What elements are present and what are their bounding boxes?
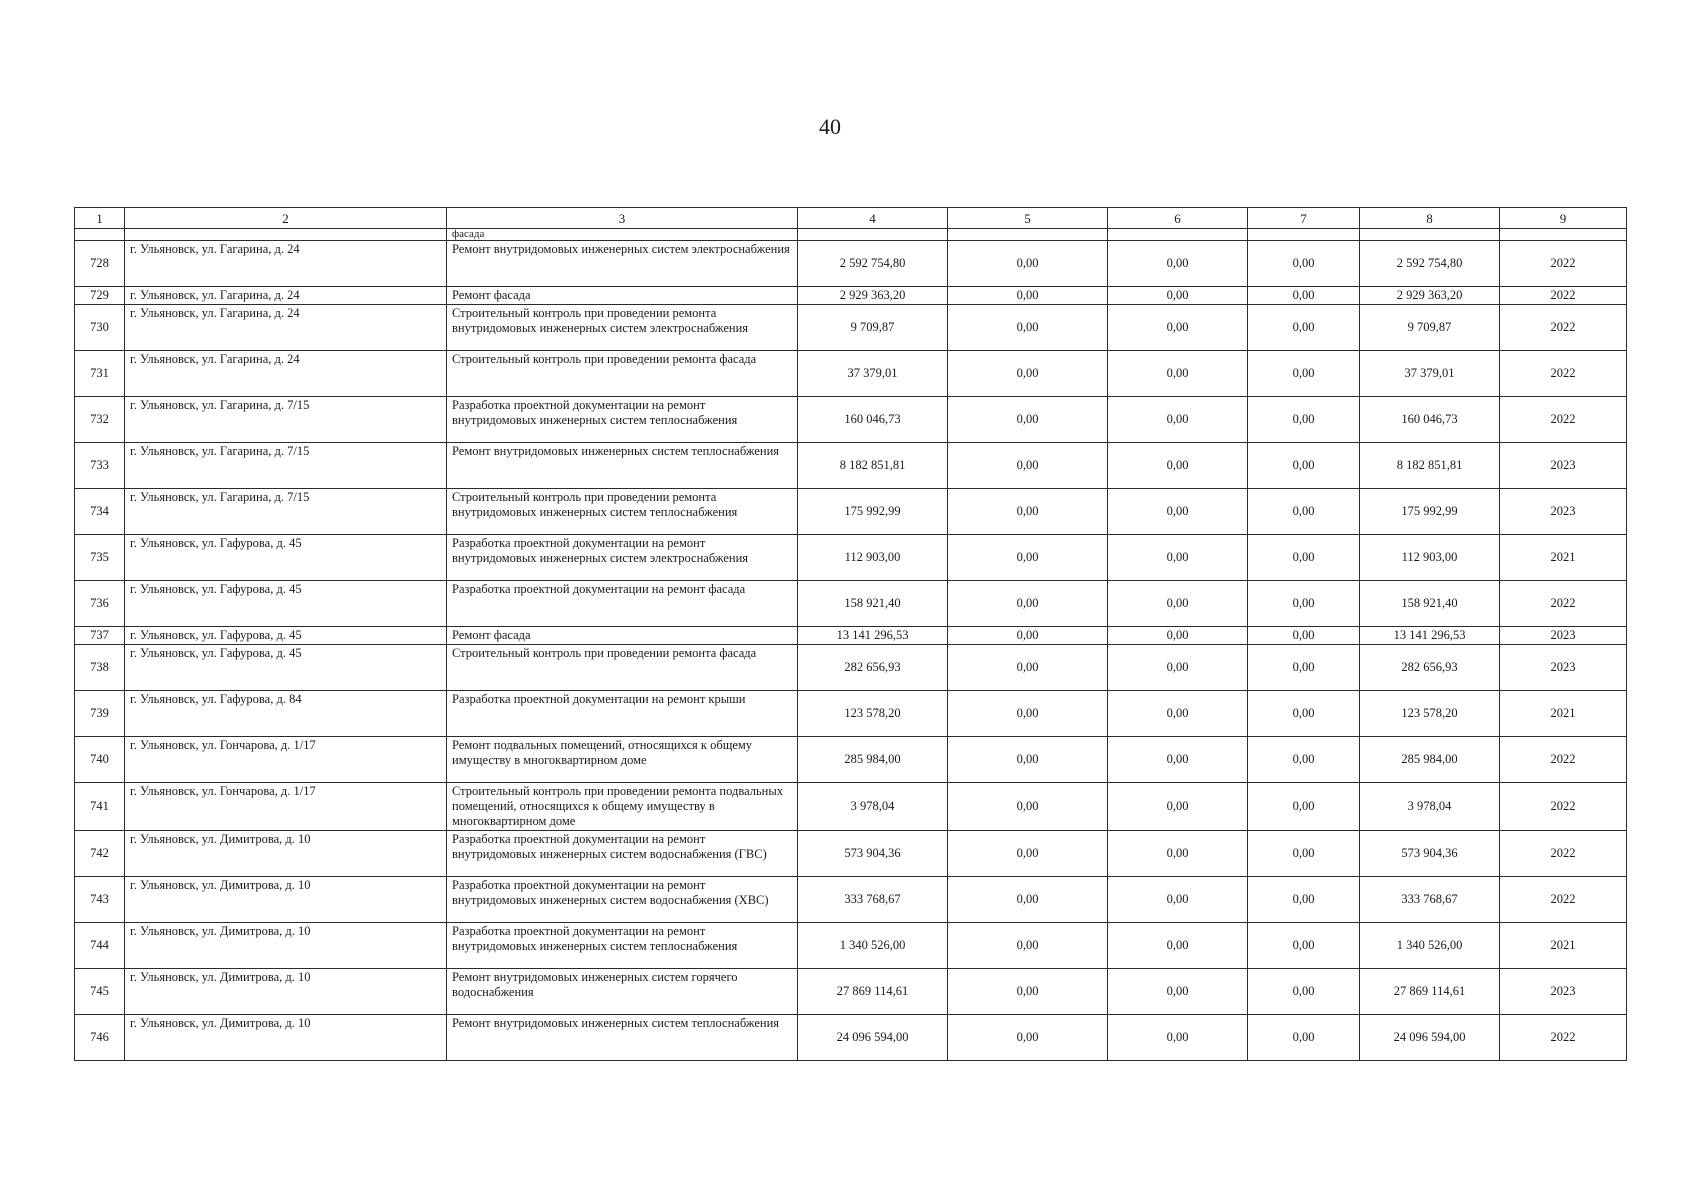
fund-col7-cell: 0,00 (1248, 877, 1360, 923)
fund-col8-cell: 112 903,00 (1360, 535, 1500, 581)
row-number: 738 (75, 645, 125, 691)
total-cost-cell: 123 578,20 (798, 691, 948, 737)
fund-col6-cell: 0,00 (1108, 443, 1248, 489)
year-cell: 2022 (1500, 241, 1627, 287)
year-cell: 2022 (1500, 831, 1627, 877)
program-table-sheet (74, 207, 1626, 1061)
fund-col8-cell: 573 904,36 (1360, 831, 1500, 877)
continuation-row (75, 229, 1627, 241)
fund-col8-cell: 333 768,67 (1360, 877, 1500, 923)
fund-col8-cell: 37 379,01 (1360, 351, 1500, 397)
row-number: 729 (75, 287, 125, 305)
fund-col5-cell: 0,00 (948, 241, 1108, 287)
address-cell: г. Ульяновск, ул. Гончарова, д. 1/17 (125, 783, 447, 831)
work-type-cell: Ремонт фасада (447, 287, 798, 305)
column-header-8: 8 (1360, 208, 1500, 229)
row-number: 745 (75, 969, 125, 1015)
fund-col8-cell: 13 141 296,53 (1360, 627, 1500, 645)
fund-col6-cell: 0,00 (1108, 645, 1248, 691)
fund-col7-cell: 0,00 (1248, 241, 1360, 287)
fund-col8-cell: 285 984,00 (1360, 737, 1500, 783)
column-header-4: 4 (798, 208, 948, 229)
work-type-cell: Ремонт внутридомовых инженерных систем электроснабжения (447, 241, 798, 287)
fund-col6-cell: 0,00 (1108, 351, 1248, 397)
column-header-5: 5 (948, 208, 1108, 229)
fund-col8-cell: 24 096 594,00 (1360, 1015, 1500, 1061)
work-type-cell: Строительный контроль при проведении ремонта фасада (447, 645, 798, 691)
fund-col7-cell: 0,00 (1248, 969, 1360, 1015)
row-number: 744 (75, 923, 125, 969)
fund-col7-cell: 0,00 (1248, 351, 1360, 397)
work-type-cell: Ремонт фасада (447, 627, 798, 645)
column-header-3: 3 (447, 208, 798, 229)
address-cell: г. Ульяновск, ул. Гагарина, д. 7/15 (125, 443, 447, 489)
table-row (75, 923, 1627, 969)
year-cell: 2022 (1500, 305, 1627, 351)
fund-col8-cell: 158 921,40 (1360, 581, 1500, 627)
table-row (75, 783, 1627, 831)
total-cost-cell: 285 984,00 (798, 737, 948, 783)
fund-col6-cell: 0,00 (1108, 923, 1248, 969)
work-type-cell: Строительный контроль при проведении ремонта фасада (447, 351, 798, 397)
address-cell: г. Ульяновск, ул. Гафурова, д. 84 (125, 691, 447, 737)
fund-col5-cell: 0,00 (948, 581, 1108, 627)
total-cost-cell: 3 978,04 (798, 783, 948, 831)
table-row (75, 645, 1627, 691)
fund-col5-cell: 0,00 (948, 1015, 1108, 1061)
fund-col6-cell: 0,00 (1108, 1015, 1248, 1061)
total-cost-cell: 8 182 851,81 (798, 443, 948, 489)
address-cell: г. Ульяновск, ул. Гагарина, д. 24 (125, 351, 447, 397)
fund-col8-cell: 9 709,87 (1360, 305, 1500, 351)
work-type-cell: Строительный контроль при проведении ремонта внутридомовых инженерных систем теплоснабжения (447, 489, 798, 535)
page-number: 40 (819, 114, 841, 139)
fund-col8-cell: 8 182 851,81 (1360, 443, 1500, 489)
address-cell: г. Ульяновск, ул. Гагарина, д. 7/15 (125, 489, 447, 535)
year-cell: 2022 (1500, 581, 1627, 627)
fund-col7-cell: 0,00 (1248, 305, 1360, 351)
fund-col8-cell: 27 869 114,61 (1360, 969, 1500, 1015)
column-header-9: 9 (1500, 208, 1627, 229)
total-cost-cell: 282 656,93 (798, 645, 948, 691)
table-row (75, 627, 1627, 645)
fund-col7-cell: 0,00 (1248, 691, 1360, 737)
address-cell: г. Ульяновск, ул. Димитрова, д. 10 (125, 969, 447, 1015)
row-number: 732 (75, 397, 125, 443)
column-header-6: 6 (1108, 208, 1248, 229)
year-cell: 2023 (1500, 443, 1627, 489)
year-cell: 2022 (1500, 287, 1627, 305)
table-row (75, 691, 1627, 737)
total-cost-cell: 160 046,73 (798, 397, 948, 443)
fund-col6-cell: 0,00 (1108, 489, 1248, 535)
total-cost-cell: 333 768,67 (798, 877, 948, 923)
year-cell: 2022 (1500, 1015, 1627, 1061)
fund-col7-cell: 0,00 (1248, 1015, 1360, 1061)
year-cell: 2023 (1500, 489, 1627, 535)
work-type-cell: Ремонт внутридомовых инженерных систем теплоснабжения (447, 1015, 798, 1061)
year-cell: 2021 (1500, 691, 1627, 737)
address-cell: г. Ульяновск, ул. Димитрова, д. 10 (125, 877, 447, 923)
fund-col8-cell: 160 046,73 (1360, 397, 1500, 443)
fund-col5-cell: 0,00 (948, 783, 1108, 831)
fund-col5-cell: 0,00 (948, 737, 1108, 783)
fund-col6-cell: 0,00 (1108, 831, 1248, 877)
fund-col5-cell: 0,00 (948, 627, 1108, 645)
work-type-cell: Строительный контроль при проведении ремонта внутридомовых инженерных систем электроснабжения (447, 305, 798, 351)
table-row (75, 581, 1627, 627)
address-cell: г. Ульяновск, ул. Гагарина, д. 7/15 (125, 397, 447, 443)
fund-col7-cell: 0,00 (1248, 581, 1360, 627)
row-number: 739 (75, 691, 125, 737)
fund-col8-cell: 3 978,04 (1360, 783, 1500, 831)
total-cost-cell: 158 921,40 (798, 581, 948, 627)
fund-col7-cell: 0,00 (1248, 737, 1360, 783)
fund-col5-cell: 0,00 (948, 691, 1108, 737)
row-number: 731 (75, 351, 125, 397)
total-cost-cell: 13 141 296,53 (798, 627, 948, 645)
fund-col7-cell: 0,00 (1248, 645, 1360, 691)
fund-col7-cell: 0,00 (1248, 489, 1360, 535)
fund-col7-cell: 0,00 (1248, 783, 1360, 831)
row-number: 741 (75, 783, 125, 831)
fund-col6-cell: 0,00 (1108, 397, 1248, 443)
year-cell: 2023 (1500, 645, 1627, 691)
fund-col7-cell: 0,00 (1248, 443, 1360, 489)
fund-col8-cell: 123 578,20 (1360, 691, 1500, 737)
fund-col6-cell: 0,00 (1108, 535, 1248, 581)
fund-col6-cell: 0,00 (1108, 241, 1248, 287)
table-row (75, 489, 1627, 535)
year-cell: 2022 (1500, 351, 1627, 397)
work-type-cell: Разработка проектной документации на ремонт фасада (447, 581, 798, 627)
fund-col6-cell: 0,00 (1108, 969, 1248, 1015)
fund-col8-cell: 282 656,93 (1360, 645, 1500, 691)
table-row (75, 969, 1627, 1015)
header-row (75, 208, 1627, 229)
total-cost-cell: 9 709,87 (798, 305, 948, 351)
row-number: 743 (75, 877, 125, 923)
address-cell: г. Ульяновск, ул. Гафурова, д. 45 (125, 535, 447, 581)
fund-col6-cell: 0,00 (1108, 877, 1248, 923)
table-row (75, 535, 1627, 581)
table-row (75, 443, 1627, 489)
fund-col5-cell: 0,00 (948, 397, 1108, 443)
total-cost-cell: 2 929 363,20 (798, 287, 948, 305)
fund-col8-cell: 2 592 754,80 (1360, 241, 1500, 287)
program-table (74, 207, 1627, 1061)
fund-col5-cell: 0,00 (948, 535, 1108, 581)
table-row (75, 877, 1627, 923)
work-type-cell: Строительный контроль при проведении ремонта подвальных помещений, относящихся к общему имуществу в многоквартирном доме (447, 783, 798, 831)
fund-col5-cell: 0,00 (948, 969, 1108, 1015)
year-cell: 2022 (1500, 397, 1627, 443)
fund-col5-cell: 0,00 (948, 443, 1108, 489)
work-type-cell: Разработка проектной документации на ремонт внутридомовых инженерных систем теплоснабжения (447, 397, 798, 443)
address-cell: г. Ульяновск, ул. Гафурова, д. 45 (125, 645, 447, 691)
row-number: 737 (75, 627, 125, 645)
work-type-cell: Разработка проектной документации на ремонт внутридомовых инженерных систем теплоснабжения (447, 923, 798, 969)
work-type-cell: Разработка проектной документации на ремонт внутридомовых инженерных систем водоснабжения (ХВС) (447, 877, 798, 923)
address-cell: г. Ульяновск, ул. Димитрова, д. 10 (125, 1015, 447, 1061)
table-row (75, 351, 1627, 397)
table-row (75, 1015, 1627, 1061)
year-cell: 2021 (1500, 923, 1627, 969)
fund-col5-cell: 0,00 (948, 287, 1108, 305)
fund-col7-cell: 0,00 (1248, 831, 1360, 877)
year-cell: 2022 (1500, 783, 1627, 831)
fund-col5-cell: 0,00 (948, 831, 1108, 877)
work-type-cell: Ремонт подвальных помещений, относящихся к общему имуществу в многоквартирном доме (447, 737, 798, 783)
total-cost-cell: 1 340 526,00 (798, 923, 948, 969)
column-header-7: 7 (1248, 208, 1360, 229)
work-type-cell: Разработка проектной документации на ремонт внутридомовых инженерных систем электроснабжения (447, 535, 798, 581)
row-number: 740 (75, 737, 125, 783)
total-cost-cell: 175 992,99 (798, 489, 948, 535)
table-row (75, 831, 1627, 877)
row-number: 728 (75, 241, 125, 287)
total-cost-cell: 37 379,01 (798, 351, 948, 397)
year-cell: 2023 (1500, 969, 1627, 1015)
year-cell: 2022 (1500, 737, 1627, 783)
column-number-header (75, 208, 1627, 229)
fund-col6-cell: 0,00 (1108, 737, 1248, 783)
address-cell: г. Ульяновск, ул. Гафурова, д. 45 (125, 581, 447, 627)
fund-col5-cell: 0,00 (948, 877, 1108, 923)
fund-col5-cell: 0,00 (948, 923, 1108, 969)
row-number: 736 (75, 581, 125, 627)
table-row (75, 287, 1627, 305)
table-body (75, 229, 1627, 1061)
row-number: 730 (75, 305, 125, 351)
total-cost-cell: 573 904,36 (798, 831, 948, 877)
fund-col7-cell: 0,00 (1248, 287, 1360, 305)
year-cell: 2022 (1500, 877, 1627, 923)
column-header-1: 1 (75, 208, 125, 229)
fund-col6-cell: 0,00 (1108, 305, 1248, 351)
work-type-cell: Ремонт внутридомовых инженерных систем теплоснабжения (447, 443, 798, 489)
fund-col6-cell: 0,00 (1108, 691, 1248, 737)
fund-col5-cell: 0,00 (948, 305, 1108, 351)
total-cost-cell: 112 903,00 (798, 535, 948, 581)
fund-col8-cell: 175 992,99 (1360, 489, 1500, 535)
year-cell: 2023 (1500, 627, 1627, 645)
continuation-text: фасада (447, 229, 798, 241)
total-cost-cell: 2 592 754,80 (798, 241, 948, 287)
fund-col8-cell: 1 340 526,00 (1360, 923, 1500, 969)
address-cell: г. Ульяновск, ул. Гончарова, д. 1/17 (125, 737, 447, 783)
address-cell: г. Ульяновск, ул. Гафурова, д. 45 (125, 627, 447, 645)
fund-col5-cell: 0,00 (948, 489, 1108, 535)
table-row (75, 305, 1627, 351)
fund-col5-cell: 0,00 (948, 351, 1108, 397)
fund-col7-cell: 0,00 (1248, 923, 1360, 969)
fund-col7-cell: 0,00 (1248, 627, 1360, 645)
row-number: 734 (75, 489, 125, 535)
work-type-cell: Разработка проектной документации на ремонт внутридомовых инженерных систем водоснабжения (ГВС) (447, 831, 798, 877)
table-row (75, 737, 1627, 783)
total-cost-cell: 27 869 114,61 (798, 969, 948, 1015)
fund-col7-cell: 0,00 (1248, 535, 1360, 581)
row-number: 735 (75, 535, 125, 581)
column-header-2: 2 (125, 208, 447, 229)
fund-col6-cell: 0,00 (1108, 783, 1248, 831)
fund-col7-cell: 0,00 (1248, 397, 1360, 443)
fund-col5-cell: 0,00 (948, 645, 1108, 691)
address-cell: г. Ульяновск, ул. Гагарина, д. 24 (125, 305, 447, 351)
total-cost-cell: 24 096 594,00 (798, 1015, 948, 1061)
fund-col8-cell: 2 929 363,20 (1360, 287, 1500, 305)
work-type-cell: Ремонт внутридомовых инженерных систем горячего водоснабжения (447, 969, 798, 1015)
fund-col6-cell: 0,00 (1108, 287, 1248, 305)
work-type-cell: Разработка проектной документации на ремонт крыши (447, 691, 798, 737)
row-number: 742 (75, 831, 125, 877)
table-row (75, 241, 1627, 287)
address-cell: г. Ульяновск, ул. Димитрова, д. 10 (125, 831, 447, 877)
address-cell: г. Ульяновск, ул. Гагарина, д. 24 (125, 241, 447, 287)
address-cell: г. Ульяновск, ул. Димитрова, д. 10 (125, 923, 447, 969)
table-row (75, 397, 1627, 443)
row-number: 733 (75, 443, 125, 489)
fund-col6-cell: 0,00 (1108, 627, 1248, 645)
address-cell: г. Ульяновск, ул. Гагарина, д. 24 (125, 287, 447, 305)
fund-col6-cell: 0,00 (1108, 581, 1248, 627)
year-cell: 2021 (1500, 535, 1627, 581)
row-number: 746 (75, 1015, 125, 1061)
